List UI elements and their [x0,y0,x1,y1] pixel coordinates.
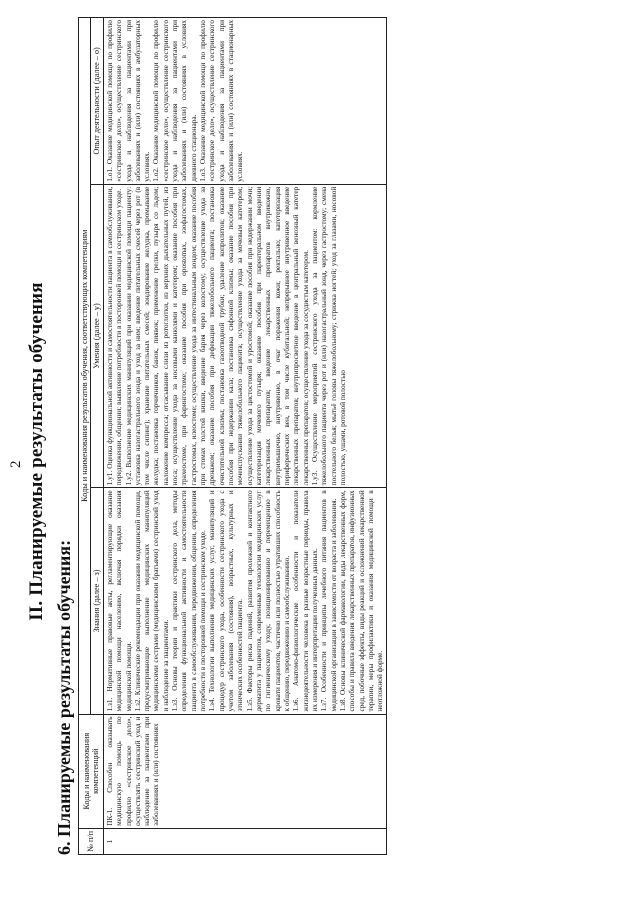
skill-item: 1.у2. Выполнение медицинских манипуляций при оказании медицинской помощи пациенту: установка назогастрального зонда и уход за ним; введение питательных смесей через рот (в том числе сипинг); хранение питательных смесей; зондирование желудка, промывание желудка; постановка горчичников, банок, пиявок; применение грелки, пузыря со льдом; наложение компресса; отсасывание слизи из ротоглотки, из верхних дыхательных путей, из носа; осуществление ухода за носовыми канюлями и катетером; оказание пособия при трахеостоме, при фарингостоме; оказание пособия при орostomах, эзофагостомах, гастростомах, илеостоме; осуществление ухода за интестинальным зондом; оказание пособия при стомах толстой кишки, введение бария через колостому; осуществление ухода за дренажом; оказание пособия при дефекации тяжелобольного пациента; постановка очистительной клизмы; постановка газоотводной трубки; удаление копролитов; оказание пособия при недержании кала; постановка сифонной клизмы; оказание пособия при мочеиспускании тяжелобольного пациента; осуществление ухода за мочевым катетером; осуществление ухода за цистостомой и уростомой; оказание пособия при недержании мочи; катетеризация мочевого пузыря; оказание пособия при парентеральном введении лекарственных препаратов; введение лекарственных препаратов внутрикожно, внутримышечно, внутривенно, в очаг поражения кожи; ректально; катетеризация периферических вен, в том числе кубитальной; непрерывное внутривенное введение лекарственных препаратов; внутрипросветное введение в центральный венозный катетер лекарственных препаратов; осуществление ухода за сосудистым катетером. [123,186,310,486]
skill-item: 1.у3. Осуществление мероприятий сестринского ухода за пациентом: кормление тяжелобольного пациента через рот и (или) назогастральный зонд, через гастростому; смена постельного белья; мытьё головы тяжелобольному; стрижка ногтей; уход за глазами, носовой полостью, ушами, ротовой полостью [310,186,348,486]
knowledge-item: 1.з6. Анатомо-физиологические особенности и показатели жизнедеятельности человека в разные возрастные периоды, правила их измерения и интерпретации полученных данных. [291,490,320,712]
row-number: 1 [103,828,386,854]
knowledge-item: 1.з3. Основы теории и практики сестринского дела, методы определения функциональной активности и самостоятельности пациента в самообслуживании, передвижении, общении, определения потребности в посторонней помощи и сестринском уходе. [170,490,208,712]
header-knowledge: Знания (далее – з) [91,488,103,714]
knowledge-item: 1.з5. Факторы риска падений, развития пролежней и контактного дерматита у пациентов, современные технологии медицинских услуг по гигиеническому уходу, позиционированию и перемещению в кровати пациентов, частично или полностью утративших способность к общению, передвижению и самообслуживанию. [244,490,292,712]
main-heading: II. Планируемые результаты обучения [26,282,47,621]
knowledge-cell [103,488,386,714]
header-skills: Умения (далее – у) [91,184,103,488]
skills-cell [103,184,386,488]
experience-item: 1.о2. Оказание медицинской помощи по профилю «сестринское дело», осуществление сестринского ухода и наблюдения за пациентами при заболеваниях и (или) состояниях в условиях дневного стационара. [151,20,198,182]
header-code: Коды и наименования компетенций [79,714,104,828]
experience-cell [103,18,386,185]
knowledge-item: 1.з8. Основы клинической фармакологии, виды лекарственных форм, способы и правила введения лекарственных препаратов, инфузионных сред, побочные эффекты, виды реакций и осложнений лекарственной терапии, меры профилактики и оказания медицинской помощи в неотложной форме. [338,490,385,712]
header-results-group: Коды и наименования результатов обучения, соответствующих компетенциям [79,18,91,715]
knowledge-item: 1.з4. Технологии выполнения медицинских услуг, манипуляций и процедур сестринского ухода, особенности сестринского ухода с учетом заболевания (состояния), возрастных, культурных и этнических особенностей пациента. [207,490,245,712]
table-header-row [79,18,91,855]
knowledge-item: 1.з7. Особенности и принципы лечебного питания пациентов в медицинской организации в зависимости от возраста и заболевания. [319,490,338,712]
skill-item: 1.у1. Оценка функциональной активности и самостоятельности пациента в самообслуживании, передвижении, общении; выявление потребности в посторонней помощи и сестринском уходе. [104,186,124,486]
header-experience: Опыт деятельности (далее – о) [91,18,103,185]
competence-code: ПК-1. Способен оказывать медицинскую помощь по профилю «сестринское дело», осуществлять сестринский уход и наблюдение за пациентами при заболеваниях и (или) состояниях [103,714,386,828]
knowledge-item: 1.з2. Клинические рекомендации при оказании медицинской помощи, предусматривающие выполнение медицинских манипуляций медицинскими сестрами (медицинскими братьями) сестринский уход и наблюдение за пациентами. [132,490,170,712]
experience-item: 1.о1. Оказание медицинской помощи по профилю «сестринское дело», осуществление сестринского ухода и наблюдения за пациентами при заболеваниях и (или) состояниях в амбулаторных условиях. [104,20,152,182]
page-number: 2 [8,460,24,468]
table-row [103,18,386,855]
section-heading: 6. Планируемые результаты обучения: [54,539,74,855]
header-num: № п/п [79,828,104,854]
experience-item: 1.о3. Оказание медицинской помощи по профилю «сестринское дело», осуществление сестринского ухода и наблюдения за пациентами при заболеваниях и (или) состояниях в стационарных условиях. [198,20,245,182]
learning-results-table [78,17,387,855]
knowledge-item: 1.з1. Нормативные правовые акты, регламентирующие оказание медицинской помощи населению, включая порядки оказания медицинской помощи. [104,490,133,712]
